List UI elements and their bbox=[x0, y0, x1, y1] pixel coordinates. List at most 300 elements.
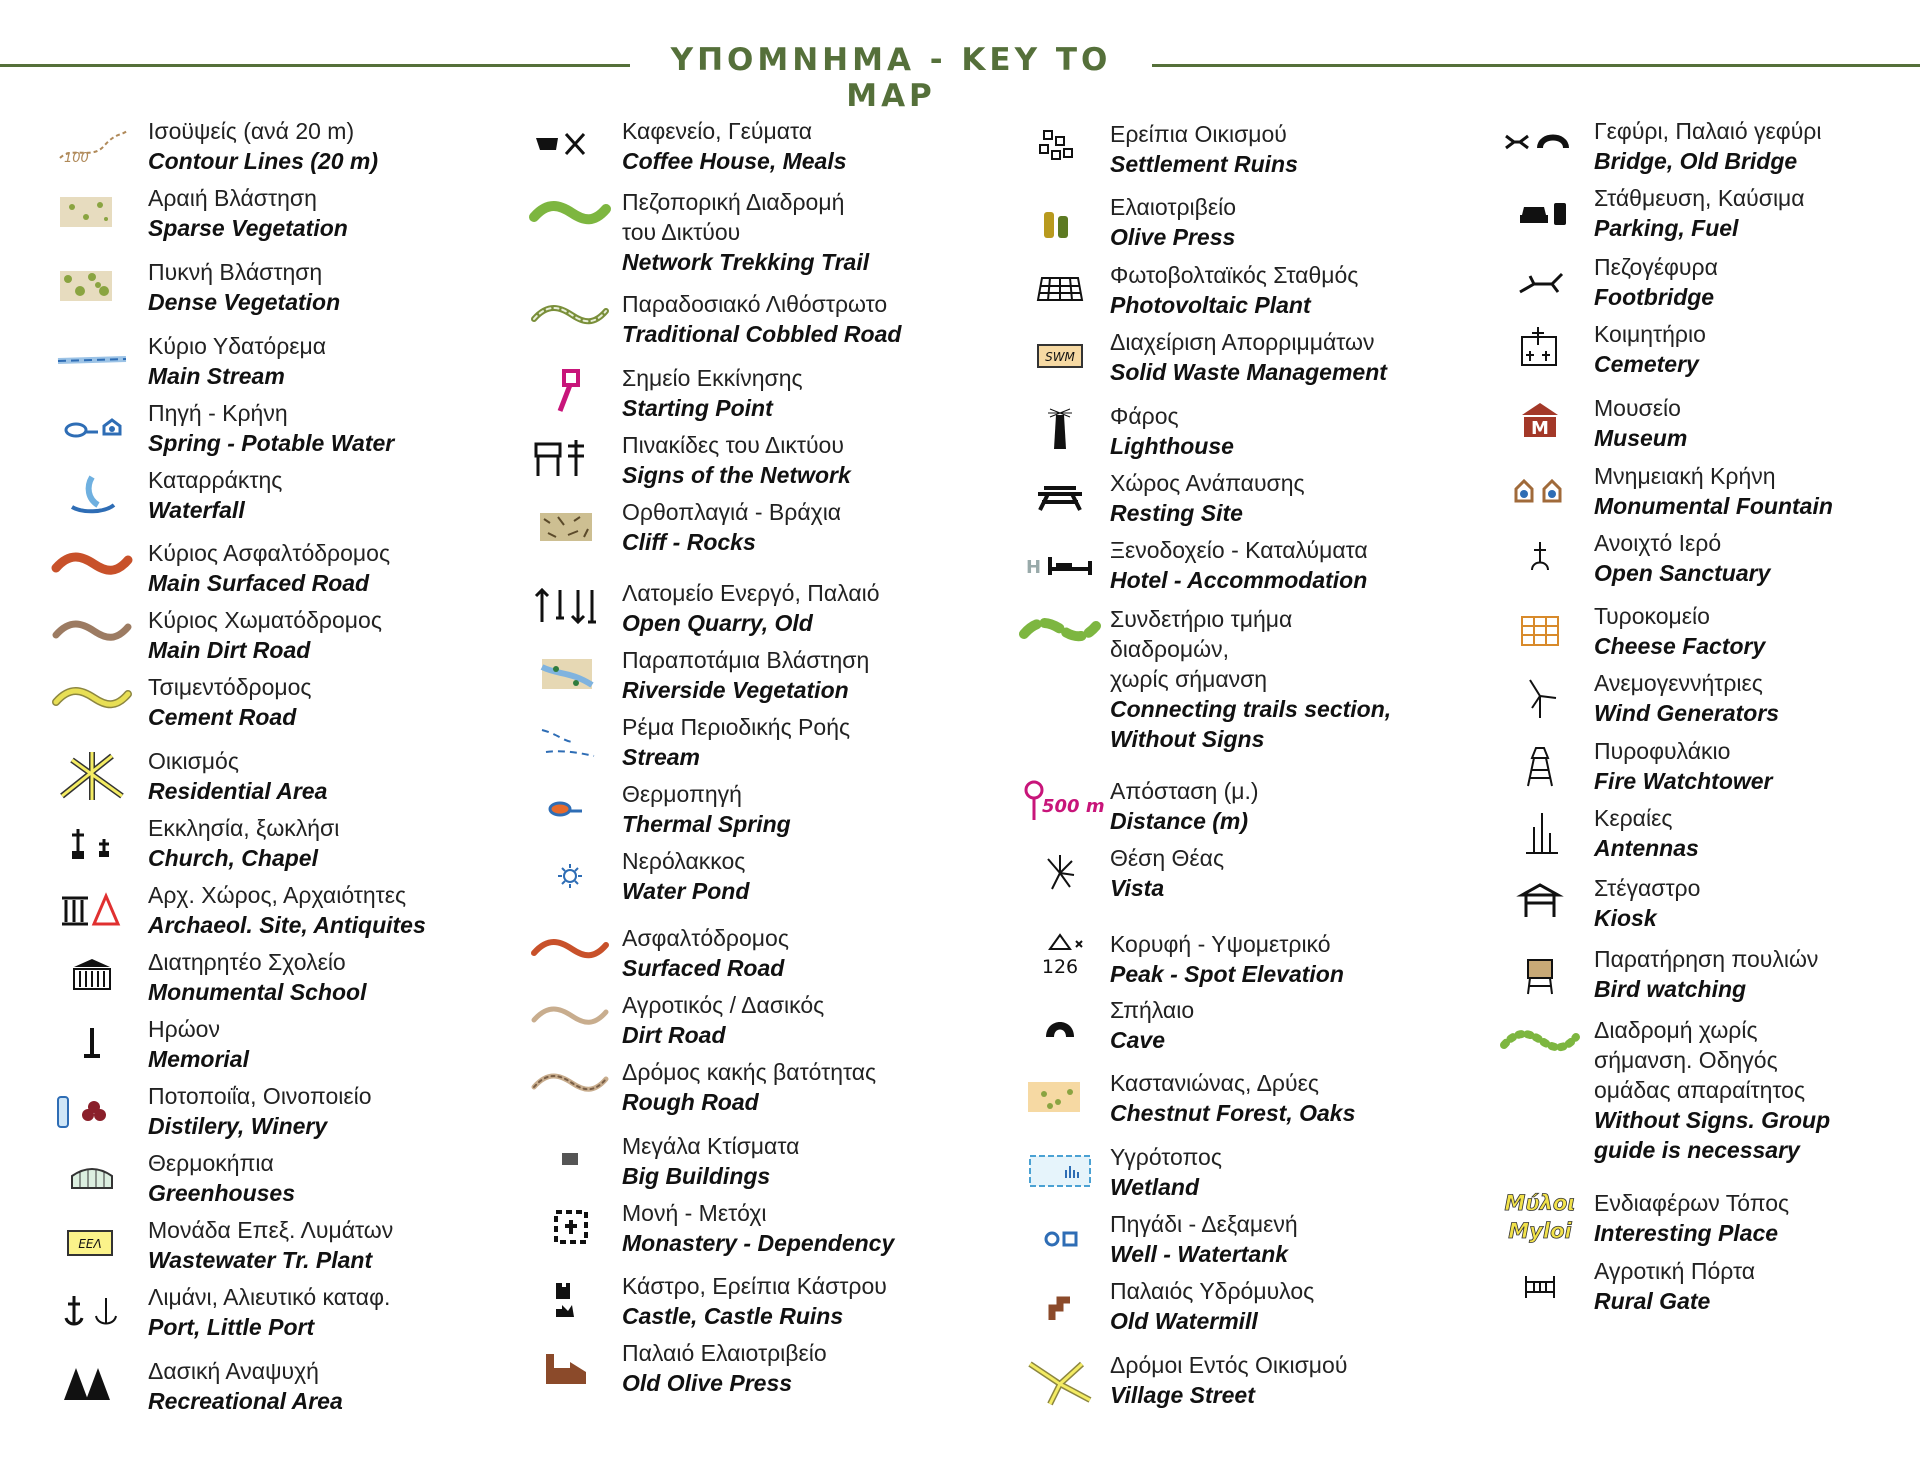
legend-entry-text bbox=[148, 746, 327, 806]
greek-label: Παρατήρηση πουλιών bbox=[1594, 946, 1819, 972]
english-label: Main Surfaced Road bbox=[148, 570, 370, 596]
greek-label: σήμανση. Οδηγός bbox=[1594, 1047, 1778, 1073]
bridge-icon bbox=[1500, 116, 1580, 172]
legend-entry-text bbox=[148, 257, 340, 317]
museum-icon bbox=[1500, 393, 1580, 449]
network-trail-icon bbox=[530, 187, 610, 243]
greek-label: Κύριος Ασφαλτόδρομος bbox=[148, 540, 391, 566]
cave-icon bbox=[1020, 995, 1100, 1051]
legend-entry-text bbox=[622, 289, 902, 349]
resting-site-icon bbox=[1020, 468, 1100, 524]
greek-label: Αραιή Βλάστηση bbox=[148, 185, 317, 211]
legend-entry-text bbox=[622, 363, 803, 423]
quarry-icon bbox=[530, 578, 610, 634]
english-label: guide is necessary bbox=[1594, 1137, 1800, 1163]
greek-label: Θερμοκήπια bbox=[148, 1150, 274, 1176]
legend-entry-text bbox=[148, 1215, 393, 1275]
svg-text:M: M bbox=[1531, 418, 1549, 439]
greek-label: Ηρώον bbox=[148, 1016, 220, 1042]
legend-entry-text bbox=[1110, 604, 1391, 754]
english-label: Recreational Area bbox=[148, 1388, 343, 1414]
legend-entry-text bbox=[622, 578, 880, 638]
greek-label: Πινακίδες του Δικτύου bbox=[622, 432, 844, 458]
chestnut-forest-icon bbox=[1020, 1068, 1100, 1124]
english-label: Wetland bbox=[1110, 1174, 1200, 1200]
bird-watching-icon bbox=[1500, 944, 1580, 1000]
waste-management-icon bbox=[1020, 327, 1100, 383]
english-label: Fire Watchtower bbox=[1594, 768, 1773, 794]
greek-label: Χώρος Ανάπαυσης bbox=[1110, 470, 1305, 496]
recreational-area-icon bbox=[52, 1356, 132, 1412]
english-label: Hotel - Accommodation bbox=[1110, 567, 1368, 593]
english-label: Museum bbox=[1594, 425, 1688, 451]
english-label: Network Trekking Trail bbox=[622, 249, 870, 275]
greek-label: του Δικτύου bbox=[622, 219, 741, 245]
greek-label: Αγροτικός / Δασικός bbox=[622, 992, 825, 1018]
greenhouse-icon bbox=[52, 1148, 132, 1204]
english-label: Church, Chapel bbox=[148, 845, 318, 871]
greek-label: διαδρομών, bbox=[1110, 636, 1229, 662]
legend-entry-text bbox=[1110, 1350, 1347, 1410]
vista-icon bbox=[1020, 843, 1100, 899]
greek-label: Γεφύρι, Παλαιό γεφύρι bbox=[1594, 118, 1822, 144]
village-street-icon bbox=[1020, 1350, 1100, 1406]
legend-entry-text bbox=[1594, 116, 1821, 176]
greek-label: Ασφαλτόδρομος bbox=[622, 925, 789, 951]
monastery-icon bbox=[530, 1198, 610, 1254]
cliff-rocks-icon bbox=[530, 497, 610, 553]
english-label: Cliff - Rocks bbox=[622, 529, 756, 555]
dirt-road-icon bbox=[530, 990, 610, 1046]
english-label: Port, Little Port bbox=[148, 1314, 315, 1340]
svg-text:Μύλοι: Μύλοι bbox=[1504, 1191, 1576, 1215]
greek-label: Στάθμευση, Καύσιμα bbox=[1594, 185, 1805, 211]
svg-text:Myloi: Myloi bbox=[1508, 1219, 1572, 1243]
legend-entry-text bbox=[1110, 327, 1387, 387]
legend-header bbox=[0, 38, 1920, 114]
legend-entry-text bbox=[1110, 995, 1194, 1055]
legend-entry-text bbox=[1594, 873, 1700, 933]
footbridge-icon bbox=[1500, 252, 1580, 308]
unsigned-trail-icon bbox=[1500, 1015, 1580, 1071]
greek-label: Τυροκομείο bbox=[1594, 603, 1710, 629]
english-label: Waterfall bbox=[148, 497, 245, 523]
english-label: Signs of the Network bbox=[622, 462, 851, 488]
english-label: Bridge, Old Bridge bbox=[1594, 148, 1798, 174]
greek-label: Φωτοβολταϊκός Σταθμός bbox=[1110, 262, 1359, 288]
greek-label: Παλαιός Υδρόμυλος bbox=[1110, 1278, 1315, 1304]
english-label: Without Signs bbox=[1110, 726, 1265, 752]
svg-text:SWM: SWM bbox=[1045, 350, 1075, 364]
english-label: Cheese Factory bbox=[1594, 633, 1766, 659]
greek-label: Απόσταση (μ.) bbox=[1110, 778, 1259, 804]
legend-entry-text bbox=[1594, 736, 1773, 796]
english-label: Open Sanctuary bbox=[1594, 560, 1771, 586]
english-label: Resting Site bbox=[1110, 500, 1243, 526]
lighthouse-icon bbox=[1020, 401, 1100, 457]
greek-label: Σημείο Εκκίνησης bbox=[622, 365, 803, 391]
legend-entry-text bbox=[148, 947, 367, 1007]
legend-entry-text bbox=[1110, 929, 1344, 989]
legend-entry-text bbox=[1110, 1209, 1298, 1269]
english-label: Riverside Vegetation bbox=[622, 677, 849, 703]
english-label: Distilery, Winery bbox=[148, 1113, 328, 1139]
greek-label: Ορθοπλαγιά - Βράχια bbox=[622, 499, 842, 525]
wastewater-icon bbox=[52, 1215, 132, 1271]
cement-road-icon bbox=[52, 672, 132, 728]
greek-label: Οικισμός bbox=[148, 748, 239, 774]
svg-text:H: H bbox=[1026, 557, 1042, 578]
greek-label: Κάστρο, Ερείπια Κάστρου bbox=[622, 1273, 887, 1299]
english-label: Rural Gate bbox=[1594, 1288, 1711, 1314]
main-stream-icon bbox=[52, 331, 132, 387]
legend-entry-text bbox=[148, 1356, 343, 1416]
legend-entry-text bbox=[1594, 393, 1687, 453]
greek-label: χωρίς σήμανση bbox=[1110, 666, 1268, 692]
wind-generator-icon bbox=[1500, 668, 1580, 724]
header-rule-right bbox=[1152, 64, 1920, 67]
legend-entry-text bbox=[622, 116, 847, 176]
legend-entry-text bbox=[148, 398, 394, 458]
network-signs-icon bbox=[530, 430, 610, 486]
greek-label: Στέγαστρο bbox=[1594, 875, 1701, 901]
greek-label: Ανεμογεννήτριες bbox=[1594, 670, 1763, 696]
english-label: Photovoltaic Plant bbox=[1110, 292, 1311, 318]
rough-road-icon bbox=[530, 1057, 610, 1113]
distillery-icon bbox=[52, 1081, 132, 1137]
legend-title: ΥΠΟΜΝΗΜΑ - KEY TO MAP bbox=[670, 42, 1112, 114]
legend-entry-text bbox=[1110, 119, 1298, 179]
svg-text:500 m: 500 m bbox=[1042, 796, 1105, 817]
english-label: Vista bbox=[1110, 875, 1165, 901]
english-label: Peak - Spot Elevation bbox=[1110, 961, 1344, 987]
greek-label: Εκκλησία, ξωκλήσι bbox=[148, 815, 340, 841]
greek-label: Νερόλακκος bbox=[622, 848, 746, 874]
svg-text:100: 100 bbox=[64, 151, 89, 166]
svg-text:126: 126 bbox=[1041, 956, 1079, 978]
monumental-fountain-icon bbox=[1500, 461, 1580, 517]
legend-entry-text bbox=[622, 1338, 827, 1398]
english-label: Thermal Spring bbox=[622, 811, 791, 837]
english-label: Spring - Potable Water bbox=[148, 430, 395, 456]
english-label: Contour Lines (20 m) bbox=[148, 148, 379, 174]
legend-entry-text bbox=[148, 813, 339, 873]
legend-entry-text bbox=[148, 1014, 249, 1074]
greek-label: Σπήλαιο bbox=[1110, 997, 1195, 1023]
english-label: Solid Waste Management bbox=[1110, 359, 1387, 385]
legend-entry-text bbox=[1594, 668, 1779, 728]
riverside-vegetation-icon bbox=[530, 645, 610, 701]
legend-entry-text bbox=[622, 1131, 799, 1191]
english-label: Wind Generators bbox=[1594, 700, 1780, 726]
legend-entry-text bbox=[1594, 601, 1765, 661]
legend-entry-text bbox=[1110, 843, 1224, 903]
thermal-spring-icon bbox=[530, 779, 610, 835]
greek-label: Τσιμεντόδρομος bbox=[148, 674, 312, 700]
english-label: Stream bbox=[622, 744, 700, 770]
english-label: Surfaced Road bbox=[622, 955, 785, 981]
interesting-place-icon bbox=[1500, 1188, 1580, 1244]
antenna-icon bbox=[1500, 803, 1580, 859]
main-dirt-road-icon bbox=[52, 605, 132, 661]
cheese-factory-icon bbox=[1500, 601, 1580, 657]
legend-entry-text bbox=[148, 672, 312, 732]
english-label: Main Dirt Road bbox=[148, 637, 311, 663]
legend-entry-text bbox=[622, 1198, 894, 1258]
legend-entry-text bbox=[1594, 1256, 1755, 1316]
surfaced-road-icon bbox=[530, 923, 610, 979]
greek-label: Καταρράκτης bbox=[148, 467, 283, 493]
greek-label: Πηγή - Κρήνη bbox=[148, 400, 288, 426]
archaeological-site-icon bbox=[52, 880, 132, 936]
english-label: Distance (m) bbox=[1110, 808, 1249, 834]
english-label: Main Stream bbox=[148, 363, 285, 389]
contour-icon bbox=[52, 116, 132, 172]
greek-label: Ενδιαφέρων Τόπος bbox=[1594, 1190, 1790, 1216]
legend-entry-text bbox=[148, 465, 282, 525]
greek-label: Ξενοδοχείο - Καταλύματα bbox=[1110, 537, 1368, 563]
greek-label: Κοιμητήριο bbox=[1594, 321, 1706, 347]
english-label: Settlement Ruins bbox=[1110, 151, 1298, 177]
greek-label: Καστανιώνας, Δρύες bbox=[1110, 1070, 1319, 1096]
legend-entry-text bbox=[1594, 183, 1805, 243]
english-label: Wastewater Tr. Plant bbox=[148, 1247, 373, 1273]
legend-entry-text bbox=[1110, 468, 1305, 528]
english-label: Bird watching bbox=[1594, 976, 1747, 1002]
english-label: Cement Road bbox=[148, 704, 297, 730]
english-label: Old Watermill bbox=[1110, 1308, 1258, 1334]
coffee-house-icon bbox=[530, 116, 610, 172]
english-label: Memorial bbox=[148, 1046, 249, 1072]
legend-entry-text bbox=[148, 1148, 295, 1208]
greek-label: Διαχείριση Απορριμμάτων bbox=[1110, 329, 1375, 355]
legend-entry-text bbox=[1594, 252, 1718, 312]
english-label: Starting Point bbox=[622, 395, 773, 421]
legend-entry-text bbox=[148, 1081, 372, 1141]
settlement-ruins-icon bbox=[1020, 119, 1100, 175]
greek-label: Παλαιό Ελαιοτριβείο bbox=[622, 1340, 827, 1366]
legend-entry-text bbox=[622, 712, 850, 772]
greek-label: Ποτοποιΐα, Οινοποιείο bbox=[148, 1083, 372, 1109]
photovoltaic-icon bbox=[1020, 260, 1100, 316]
legend-entry-text bbox=[148, 880, 426, 940]
main-surfaced-road-icon bbox=[52, 538, 132, 594]
residential-area-icon bbox=[52, 746, 132, 802]
greek-label: Μονάδα Επεξ. Λυμάτων bbox=[148, 1217, 394, 1243]
greek-label: Ερείπια Οικισμού bbox=[1110, 121, 1287, 147]
english-label: Dense Vegetation bbox=[148, 289, 341, 315]
memorial-icon bbox=[52, 1014, 132, 1070]
starting-point-icon bbox=[530, 363, 610, 419]
english-label: Parking, Fuel bbox=[1594, 215, 1739, 241]
legend-entry-text bbox=[1110, 776, 1259, 836]
parking-fuel-icon bbox=[1500, 183, 1580, 239]
legend-entry-text bbox=[622, 430, 851, 490]
connecting-trail-icon bbox=[1020, 604, 1100, 660]
legend-entry-text bbox=[1110, 401, 1234, 461]
greek-label: Κύριος Χωματόδρομος bbox=[148, 607, 382, 633]
english-label: Chestnut Forest, Oaks bbox=[1110, 1100, 1356, 1126]
legend-entry-text bbox=[1594, 803, 1699, 863]
english-label: Castle, Castle Ruins bbox=[622, 1303, 844, 1329]
rural-gate-icon bbox=[1500, 1256, 1580, 1312]
legend-entry-text bbox=[622, 1271, 887, 1331]
english-label: Open Quarry, Old bbox=[622, 610, 813, 636]
english-label: Rough Road bbox=[622, 1089, 759, 1115]
legend-entry-text bbox=[1594, 1188, 1789, 1248]
greek-label: Πεζογέφυρα bbox=[1594, 254, 1718, 280]
english-label: Lighthouse bbox=[1110, 433, 1234, 459]
greek-label: Κορυφή - Υψομετρικό bbox=[1110, 931, 1331, 957]
greek-label: Παραδοσιακό Λιθόστρωτο bbox=[622, 291, 888, 317]
legend-entry-text bbox=[1110, 1142, 1222, 1202]
greek-label: Ισοϋψείς (ανά 20 m) bbox=[148, 118, 355, 144]
legend-entry-text bbox=[1110, 192, 1236, 252]
legend-entry-text bbox=[622, 645, 869, 705]
greek-label: Παραποτάμια Βλάστηση bbox=[622, 647, 870, 673]
cemetery-icon bbox=[1500, 319, 1580, 375]
legend-entry-text bbox=[148, 538, 390, 598]
english-label: Dirt Road bbox=[622, 1022, 726, 1048]
english-label: Interesting Place bbox=[1594, 1220, 1779, 1246]
dense-vegetation-icon bbox=[52, 257, 132, 313]
greek-label: Διατηρητέο Σχολείο bbox=[148, 949, 346, 975]
legend-entry-text bbox=[1110, 535, 1368, 595]
cobbled-road-icon bbox=[530, 289, 610, 345]
english-label: Monastery - Dependency bbox=[622, 1230, 895, 1256]
greek-label: Κύριο Υδατόρεμα bbox=[148, 333, 327, 359]
greek-label: Μουσείο bbox=[1594, 395, 1681, 421]
greek-label: Ανοιχτό Ιερό bbox=[1594, 530, 1722, 556]
english-label: Traditional Cobbled Road bbox=[622, 321, 902, 347]
legend-entry-text bbox=[622, 990, 824, 1050]
legend-entry-text bbox=[148, 605, 382, 665]
greek-label: Φάρος bbox=[1110, 403, 1179, 429]
english-label: Old Olive Press bbox=[622, 1370, 793, 1396]
hotel-icon bbox=[1020, 535, 1100, 591]
english-label: Monumental Fountain bbox=[1594, 493, 1833, 519]
english-label: Connecting trails section, bbox=[1110, 696, 1392, 722]
english-label: Residential Area bbox=[148, 778, 328, 804]
distance-icon bbox=[1020, 776, 1105, 832]
english-label: Sparse Vegetation bbox=[148, 215, 348, 241]
legend-entry-text bbox=[622, 1057, 876, 1117]
legend-entry-text bbox=[148, 1282, 390, 1342]
greek-label: Πεζοπορική Διαδρομή bbox=[622, 189, 845, 215]
stream-icon bbox=[530, 712, 610, 768]
english-label: Footbridge bbox=[1594, 284, 1715, 310]
greek-label: Υγρότοπος bbox=[1110, 1144, 1222, 1170]
english-label: Antennas bbox=[1594, 835, 1699, 861]
greek-label: Κεραίες bbox=[1594, 805, 1673, 831]
well-icon bbox=[1020, 1209, 1100, 1265]
legend-entry-text bbox=[1594, 528, 1770, 588]
greek-label: Μνημειακή Κρήνη bbox=[1594, 463, 1776, 489]
english-label: Kiosk bbox=[1594, 905, 1657, 931]
open-sanctuary-icon bbox=[1500, 528, 1580, 584]
greek-label: Διαδρομή χωρίς bbox=[1594, 1017, 1758, 1043]
legend-entry-text bbox=[1594, 1015, 1830, 1165]
old-olive-press-icon bbox=[530, 1338, 610, 1394]
legend-entry-text bbox=[1594, 944, 1818, 1004]
greek-label: Λατομείο Ενεργό, Παλαιό bbox=[622, 580, 880, 606]
kiosk-icon bbox=[1500, 873, 1580, 929]
sparse-vegetation-icon bbox=[52, 183, 132, 239]
english-label: Cemetery bbox=[1594, 351, 1699, 377]
greek-label: Μεγάλα Κτίσματα bbox=[622, 1133, 800, 1159]
legend-entry-text bbox=[1110, 1068, 1355, 1128]
greek-label: Δρόμοι Εντός Οικισμού bbox=[1110, 1352, 1348, 1378]
fire-watchtower-icon bbox=[1500, 736, 1580, 792]
english-label: Archaeol. Site, Antiquites bbox=[148, 912, 426, 938]
greek-label: Συνδετήριο τμήμα bbox=[1110, 606, 1293, 632]
english-label: Well - Watertank bbox=[1110, 1241, 1289, 1267]
english-label: Cave bbox=[1110, 1027, 1165, 1053]
greek-label: ομάδας απαραίτητος bbox=[1594, 1077, 1806, 1103]
school-icon bbox=[52, 947, 132, 1003]
legend-entry-text bbox=[622, 846, 749, 906]
wetland-icon bbox=[1020, 1142, 1100, 1198]
english-label: Coffee House, Meals bbox=[622, 148, 847, 174]
english-label: Greenhouses bbox=[148, 1180, 295, 1206]
greek-label: Μονή - Μετόχι bbox=[622, 1200, 767, 1226]
castle-icon bbox=[530, 1271, 610, 1327]
big-buildings-icon bbox=[530, 1131, 610, 1187]
english-label: Olive Press bbox=[1110, 224, 1236, 250]
port-icon bbox=[52, 1282, 132, 1338]
svg-text:ΕΕΛ: ΕΕΛ bbox=[78, 1237, 102, 1251]
legend-entry-text bbox=[622, 497, 841, 557]
greek-label: Πηγάδι - Δεξαμενή bbox=[1110, 1211, 1298, 1237]
peak-icon bbox=[1020, 929, 1100, 985]
water-pond-icon bbox=[530, 846, 610, 902]
english-label: Village Street bbox=[1110, 1382, 1255, 1408]
english-label: Big Buildings bbox=[622, 1163, 771, 1189]
greek-label: Δασική Αναψυχή bbox=[148, 1358, 319, 1384]
greek-label: Καφενείο, Γεύματα bbox=[622, 118, 813, 144]
legend-entry-text bbox=[148, 183, 348, 243]
legend-entry-text bbox=[1110, 260, 1358, 320]
greek-label: Αρχ. Χώρος, Αρχαιότητες bbox=[148, 882, 407, 908]
english-label: Water Pond bbox=[622, 878, 750, 904]
legend-entry-text bbox=[148, 331, 326, 391]
church-icon bbox=[52, 813, 132, 869]
greek-label: Πυκνή Βλάστηση bbox=[148, 259, 323, 285]
legend-entry-text bbox=[622, 187, 869, 277]
legend-entry-text bbox=[1594, 319, 1706, 379]
legend-entry-text bbox=[622, 779, 791, 839]
greek-label: Θέση Θέας bbox=[1110, 845, 1225, 871]
olive-press-icon bbox=[1020, 192, 1100, 248]
greek-label: Αγροτική Πόρτα bbox=[1594, 1258, 1756, 1284]
greek-label: Λιμάνι, Αλιευτικό καταφ. bbox=[148, 1284, 391, 1310]
english-label: Monumental School bbox=[148, 979, 367, 1005]
greek-label: Πυροφυλάκιο bbox=[1594, 738, 1731, 764]
waterfall-icon bbox=[52, 465, 132, 521]
greek-label: Ρέμα Περιοδικής Ροής bbox=[622, 714, 851, 740]
legend-entry-text bbox=[148, 116, 378, 176]
legend-entry-text bbox=[622, 923, 789, 983]
header-rule-left bbox=[0, 64, 630, 67]
greek-label: Θερμοπηγή bbox=[622, 781, 742, 807]
greek-label: Ελαιοτριβείο bbox=[1110, 194, 1237, 220]
greek-label: Δρόμος κακής βατότητας bbox=[622, 1059, 877, 1085]
english-label: Without Signs. Group bbox=[1594, 1107, 1831, 1133]
watermill-icon bbox=[1020, 1276, 1100, 1332]
legend-entry-text bbox=[1110, 1276, 1314, 1336]
legend-entry-text bbox=[1594, 461, 1833, 521]
spring-icon bbox=[52, 398, 132, 454]
